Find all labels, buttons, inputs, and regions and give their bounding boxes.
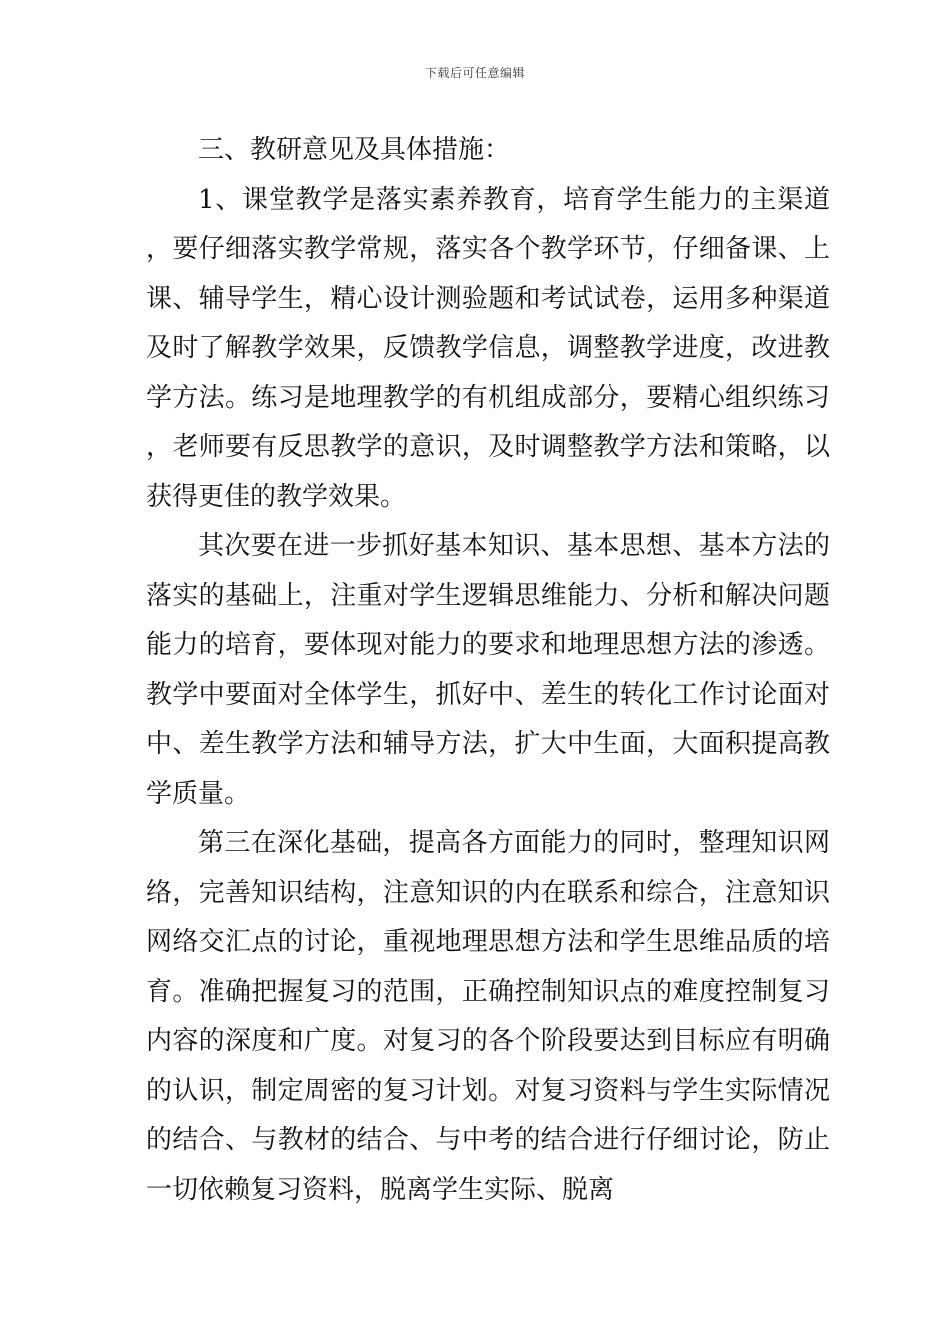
section-heading: 三、教研意见及具体措施： [198,135,511,165]
document-body [146,126,830,1215]
page-header: 下载后可任意编辑 [424,66,525,80]
paragraph-1: 1、课堂教学是落实素养教育，培育学生能力的主渠道，要仔细落实教学常规，落实各个教学环节，仔细备课、上课、辅导学生，精心设计测验题和考试试卷，运用多种渠道及时了解教学效果，反馈教学信息，调整教学进度，改进教学方法。练习是地理教学的有机组成部分，要精心组织练习，老师要有反思教学的意识，及时调整教学方法和策略，以获得更佳的教学效果。 [146,184,830,512]
paragraph-3: 第三在深化基础，提高各方面能力的同时，整理知识网络，完善知识结构，注意知识的内在联系和综合，注意知识网络交汇点的讨论，重视地理思想方法和学生思维品质的培育。准确把握复习的范围，正确控制知识点的难度控制复习内容的深度和广度。对复习的各个阶段要达到目标应有明确的认识，制定周密的复习计划。对复习资料与学生实际情况的结合、与教材的结合、与中考的结合进行仔细讨论，防止一切依赖复习资料，脱离学生实际、脱离 [146,828,830,1205]
paragraph-2: 其次要在进一步抓好基本知识、基本思想、基本方法的落实的基础上，注重对学生逻辑思维能力、分析和解决问题能力的培育，要体现对能力的要求和地理思想方法的渗透。教学中要面对全体学生，抓好中、差生的转化工作讨论面对中、差生教学方法和辅导方法，扩大中生面，大面积提高教学质量。 [146,531,830,809]
